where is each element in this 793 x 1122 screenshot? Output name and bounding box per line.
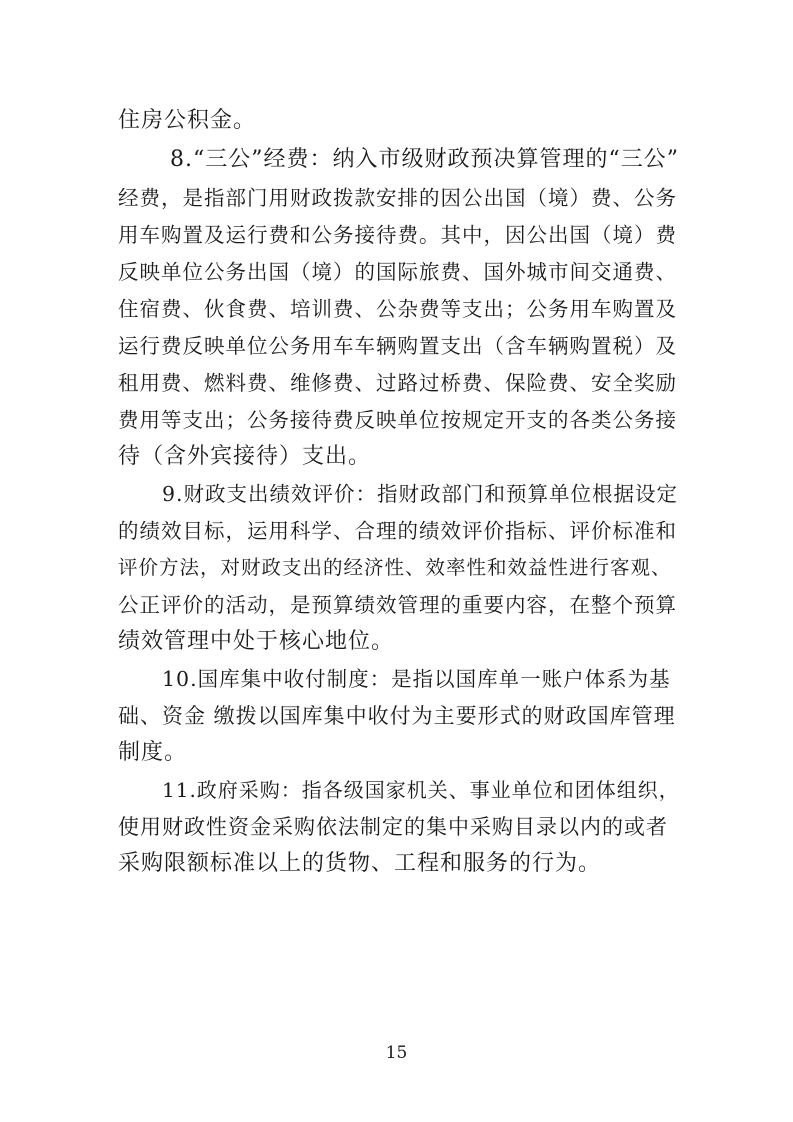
- text-line-16: 10.国库集中收付制度：是指以国库单一账户体系为基: [162, 667, 671, 691]
- text-line-6: 住宿费、伙食费、培训费、公杂费等支出；公务用车购置及: [118, 297, 677, 321]
- text-line-13: 评价方法，对财政支出的经济性、效率性和效益性进行客观、: [118, 556, 672, 579]
- text-line-14: 公正评价的活动，是预算绩效管理的重要内容，在整个预算: [118, 593, 677, 617]
- text-line-5: 反映单位公务出国（境）的国际旅费、国外城市间交通费、: [118, 260, 677, 284]
- text-line-15: 绩效管理中处于核心地位。: [118, 629, 395, 654]
- text-line-21: 采购限额标准以上的货物、工程和服务的行为。: [118, 851, 602, 876]
- text-line-19: 11.政府采购：指各级国家机关、事业单位和团体组织，: [162, 778, 680, 802]
- text-line-8: 租用费、燃料费、维修费、过路过桥费、保险费、安全奖励: [118, 371, 677, 395]
- text-line-1: 住房公积金。: [118, 108, 257, 133]
- text-line-2: 8.“三公”经费：纳入市级财政预决算管理的“三公”: [170, 147, 679, 172]
- text-line-11: 9.财政支出绩效评价：指财政部门和预算单位根据设定: [162, 482, 679, 506]
- page-number: 15: [385, 1043, 408, 1063]
- text-line-20: 使用财政性资金采购依法制定的集中采购目录以内的或者: [118, 815, 668, 839]
- text-line-18: 制度。: [118, 740, 188, 765]
- text-line-17: 础、资金 缴拨以国库集中收付为主要形式的财政国库管理: [118, 704, 676, 728]
- text-line-10: 待（含外宾接待）支出。: [118, 444, 372, 469]
- text-line-7: 运行费反映单位公务用车车辆购置支出（含车辆购置税）及: [118, 334, 677, 358]
- text-line-3: 经费，是指部门用财政拨款安排的因公出国（境）费、公务: [118, 186, 677, 210]
- text-line-4: 用车购置及运行费和公务接待费。其中，因公出国（境）费: [118, 223, 677, 247]
- text-line-12: 的绩效目标，运用科学、合理的绩效评价指标、评价标准和: [118, 519, 677, 543]
- text-line-9: 费用等支出；公务接待费反映单位按规定开支的各类公务接: [118, 408, 677, 432]
